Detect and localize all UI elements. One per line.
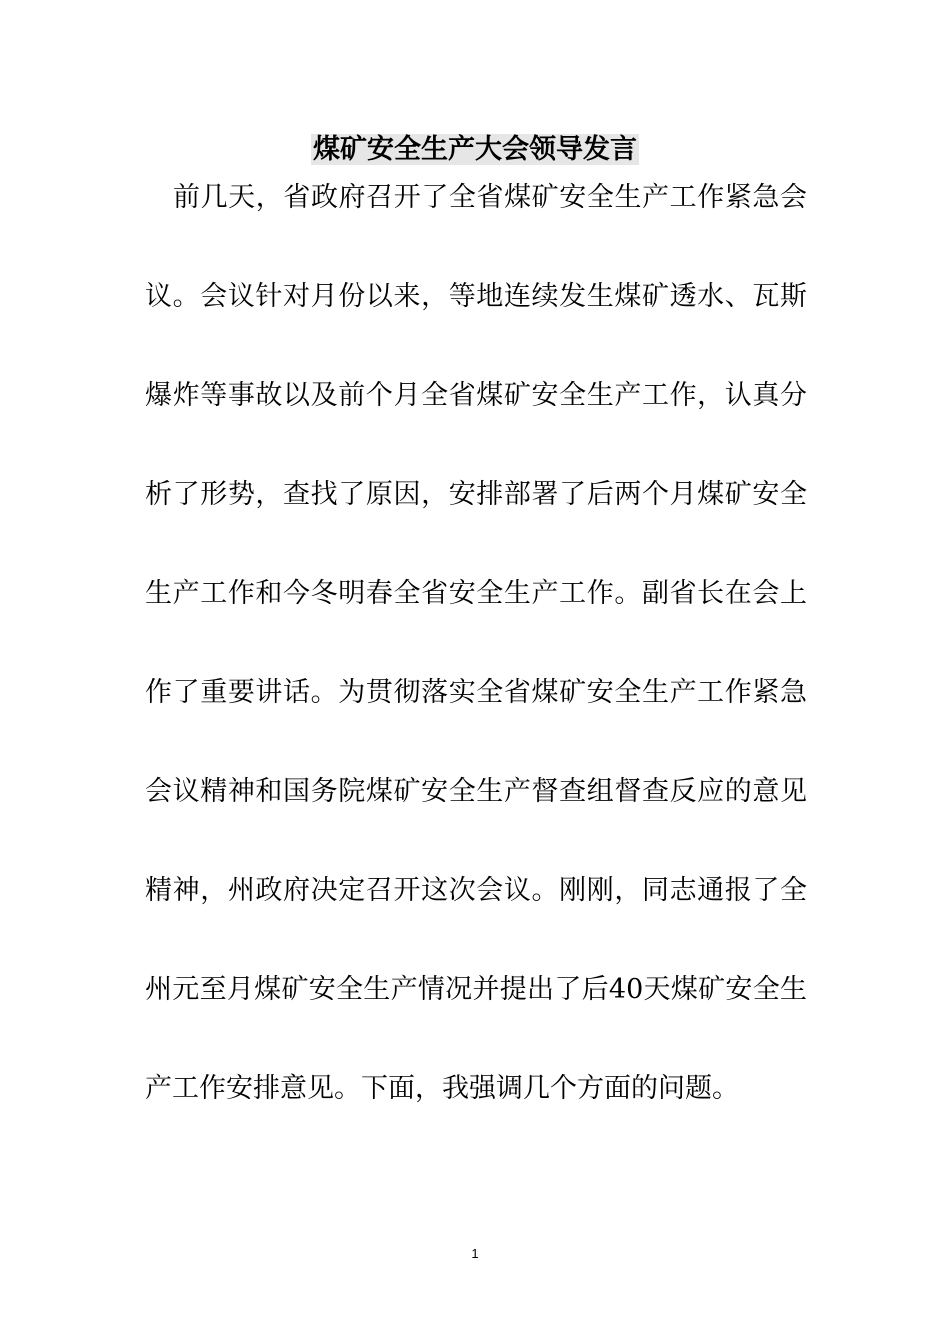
body-paragraph: 前几天，省政府召开了全省煤矿安全生产工作紧急会议。会议针对月份以来，等地连续发生煤矿透水、瓦斯爆炸等事故以及前个月全省煤矿安全生产工作，认真分析了形势，查找了原因，安排部署了后两个月煤矿安全生产工作和今冬明春全省安全生产工作。副省长在会上作了重要讲话。为贯彻落实全省煤矿安全生产工作紧急会议精神和国务院煤矿安全生产督查组督查反应的意见精神，州政府决定召开这次会议。刚刚，同志通报了全州元至月煤矿安全生产情况并提出了后40天煤矿安全生产工作安排意见。下面，我强调几个方面的问题。: [145, 182, 807, 1104]
document-title-text: 煤矿安全生产大会领导发言: [313, 134, 637, 165]
page-number: 1: [471, 1246, 479, 1261]
